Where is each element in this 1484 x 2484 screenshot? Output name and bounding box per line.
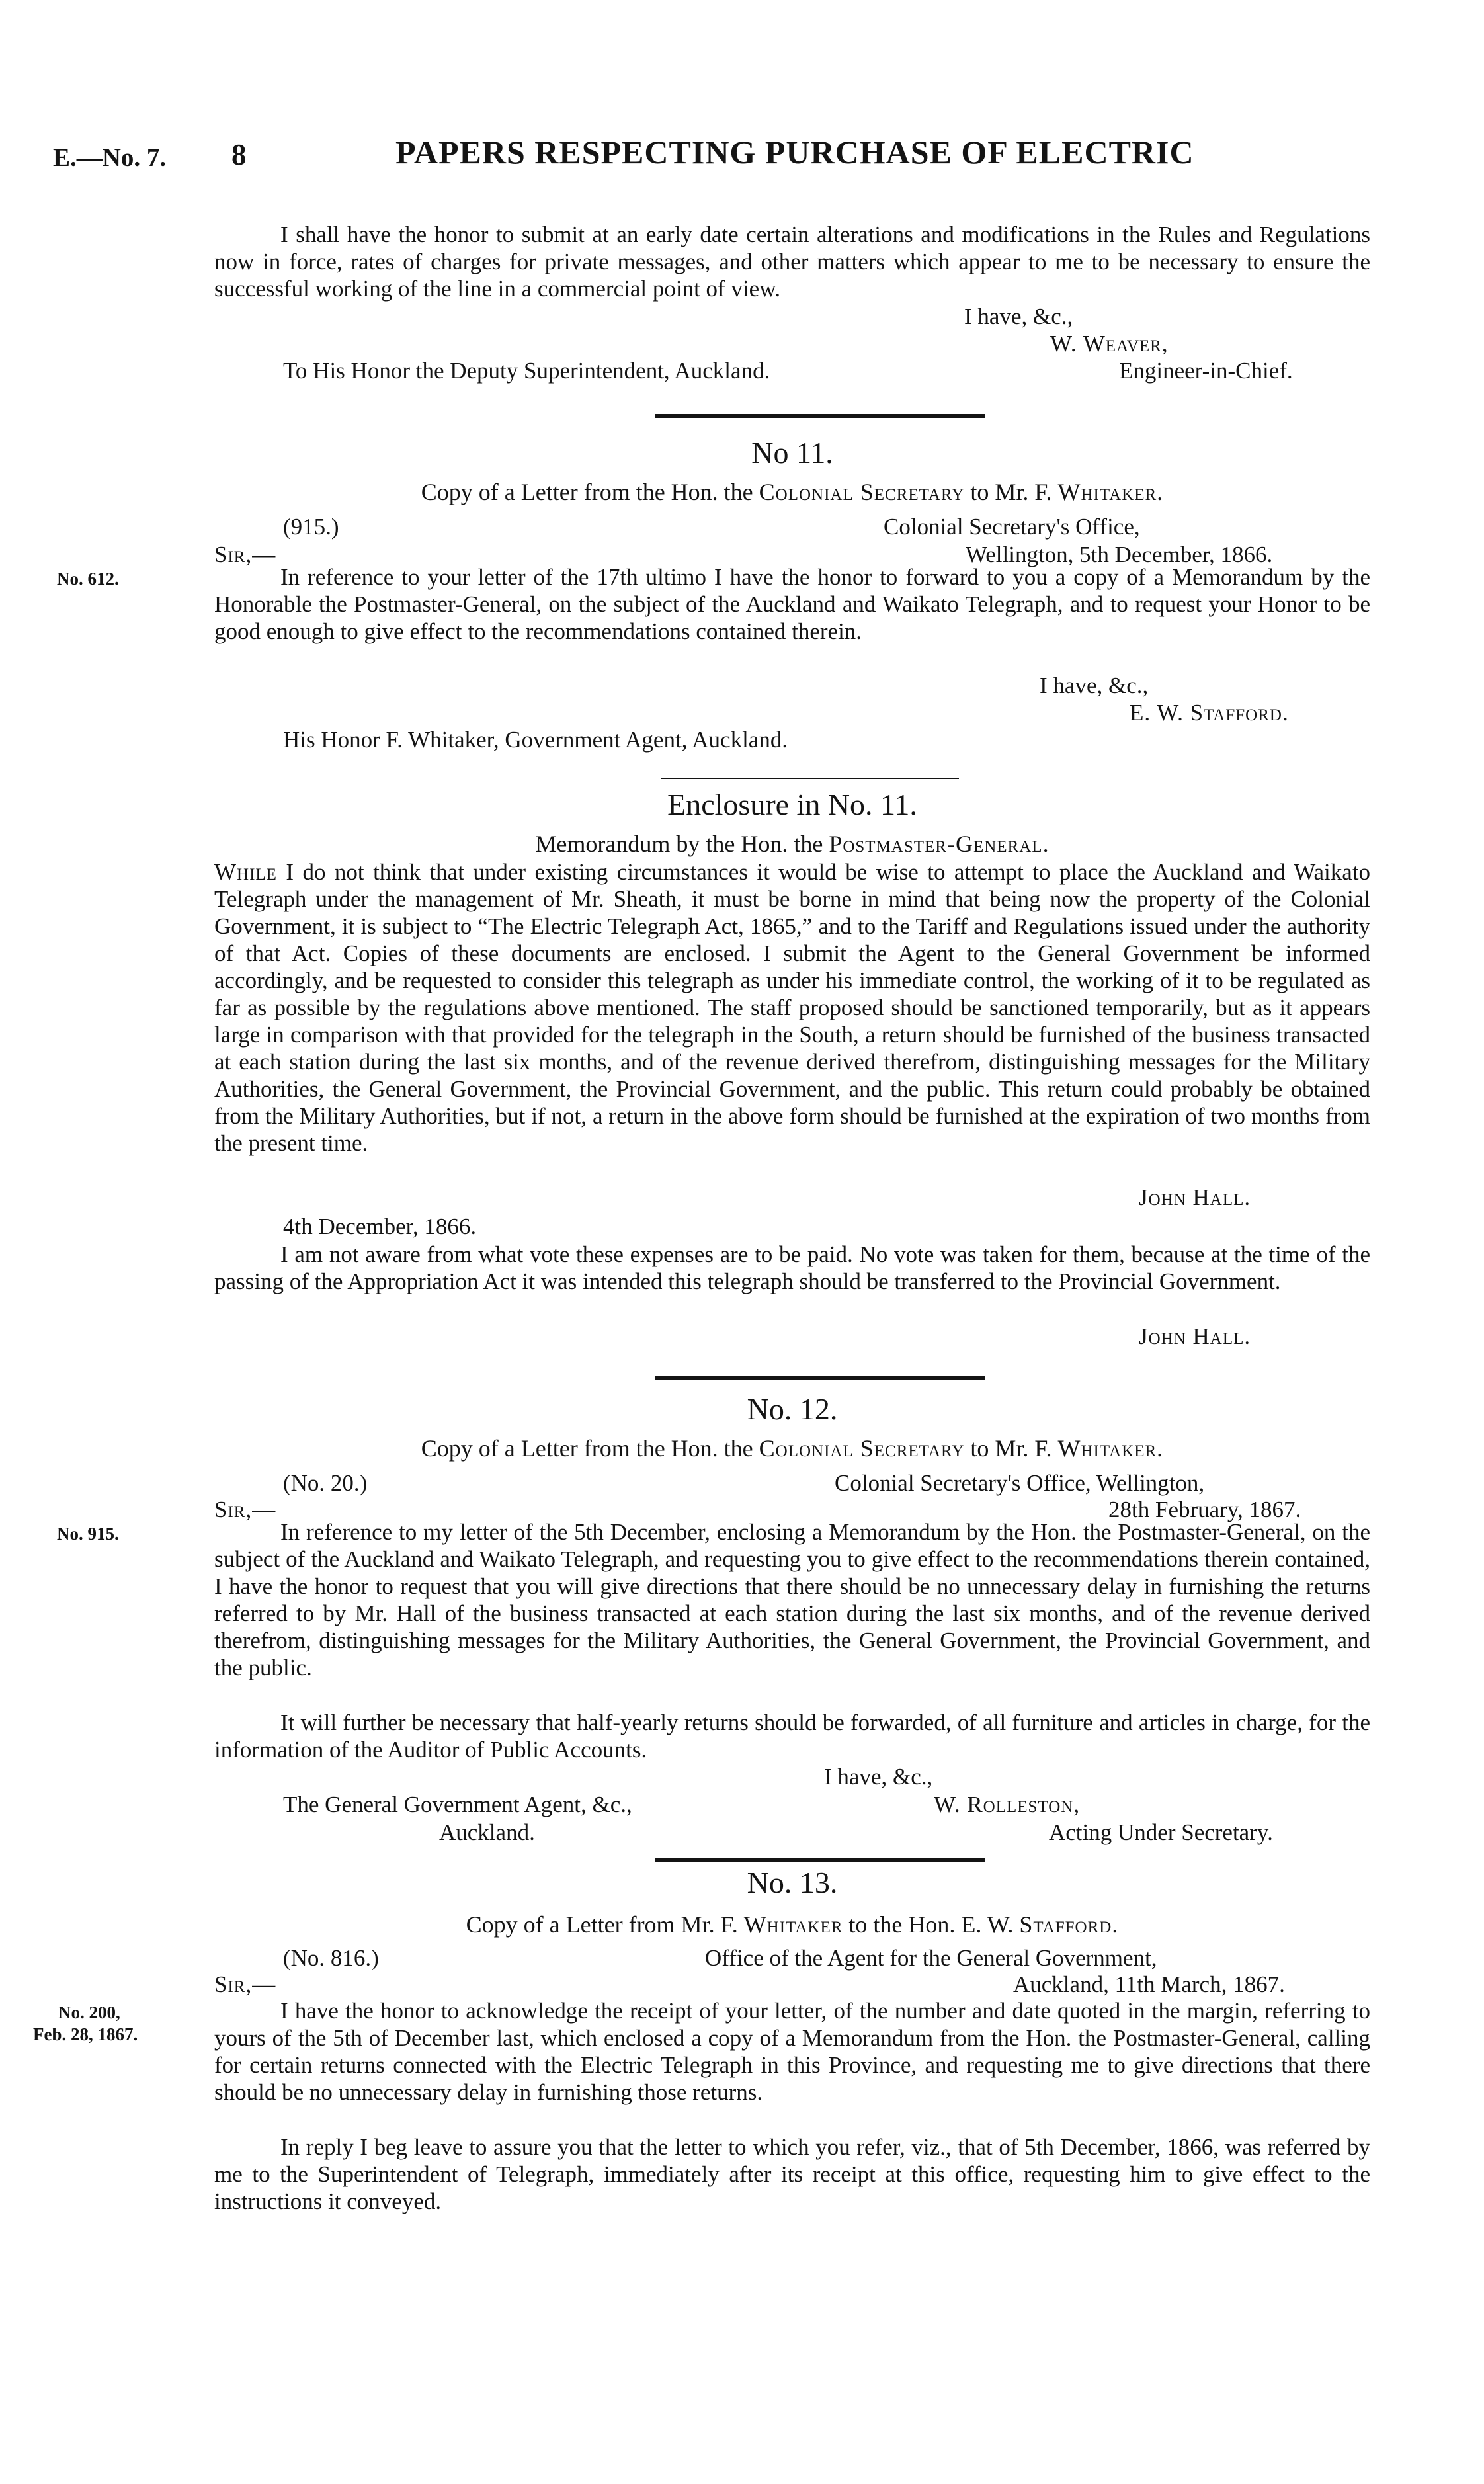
intro-paragraph: I shall have the honor to submit at an early date certain alterations and modifications in the Rules and Regulations now in force, rates of charges for private messages, and other matters which appear to me to be necessary to ensure the successful working of the line in a commercial point of view.	[214, 222, 1370, 302]
doc12-addressee-1: The General Government Agent, &c.,	[283, 1792, 632, 1817]
doc13-margin-note-2: Feb. 28, 1867.	[33, 2024, 138, 2044]
doc12-office: Colonial Secretary's Office, Wellington,	[835, 1470, 1205, 1496]
doc12-signature: W. Rolleston,	[934, 1792, 1081, 1817]
intro-addressee: To His Honor the Deputy Superintendent, Auckland.	[283, 358, 770, 384]
doc13-number: (No. 816.)	[283, 1945, 379, 1971]
doc12-subtitle: Copy of a Letter from the Hon. the Colonial Secretary to Mr. F. Whitaker.	[421, 1435, 1164, 1462]
enclosure-divider	[661, 778, 959, 779]
doc12-closing: I have, &c.,	[824, 1764, 933, 1790]
doc11-number: (915.)	[283, 514, 339, 540]
doc11-closing: I have, &c.,	[1040, 673, 1149, 698]
doc11-signature: E. W. Stafford.	[1130, 700, 1289, 725]
doc13-body-2: In reply I beg leave to assure you that the letter to which you refer, viz., that of 5th December, 1866, was referred by me to the Superintendent of Telegraph, immediately after its receipt at this office, requesting him to give effect to the instructions it conveyed.	[214, 2134, 1370, 2214]
enclosure11-body: While I do not think that under existing circumstances it would be wise to attempt to place the Auckland and Waikato Telegraph under the management of Mr. Sheath, it must be borne in mind that being now the property of the Colonial Government, it is subject to “The Electric Telegraph Act, 1865,” and to the Tariff and Regulations issued under the authority of that Act. Copies of these documents are enclosed. I submit the Agent to the General Government be informed accordingly, and be requested to consider this telegraph as under his immediate control, the working of it to be regulated as far as possible by the regulations above mentioned. The staff proposed should be sanctioned temporarily, but as it appears large in comparison with that provided for the telegraph in the South, a return should be furnished of the business transacted at each station during the last six months, and of the revenue derived therefrom, distinguishing messages for the Military Authorities, the General Government, the Provincial Government, and the public. This return could probably be obtained from the Military Authorities, but if not, a return in the above form should be furnished at the expiration of two months from the present time.	[214, 859, 1371, 1156]
section-divider	[655, 414, 985, 418]
doc11-subtitle: Copy of a Letter from the Hon. the Colonial Secretary to Mr. F. Whitaker.	[421, 479, 1164, 505]
enclosure11-signature-1: John Hall.	[1139, 1184, 1251, 1210]
enclosure11-date: 4th December, 1866.	[283, 1214, 477, 1239]
doc13-body-1: I have the honor to acknowledge the receipt of your letter, of the number and date quoted in the margin, referring to yours of the 5th of December last, which enclosed a copy of a Memorandum from the Hon. the Postmaster-General, calling for certain returns connected with the Electric Telegraph in this Province, and requesting me to give directions that there should be no unnecessary delay in furnishing those returns.	[214, 1998, 1370, 2105]
doc13-salutation: Sir,—	[214, 1971, 276, 1997]
doc11-heading: No 11.	[751, 436, 833, 470]
doc11-office: Colonial Secretary's Office,	[884, 514, 1140, 540]
enclosure11-heading: Enclosure in No. 11.	[667, 788, 917, 821]
enclosure11-note: I am not aware from what vote these expenses are to be paid. No vote was taken for them, because at the time of the passing of the Appropriation Act it was intended this telegraph should be transferred to the Provincial Government.	[214, 1241, 1370, 1294]
doc11-addressee: His Honor F. Whitaker, Government Agent, Auckland.	[283, 727, 788, 753]
doc13-margin-note-1: No. 200,	[58, 2003, 120, 2022]
enclosure11-signature-2: John Hall.	[1139, 1323, 1251, 1349]
page-number: 8	[231, 138, 247, 171]
enclosure11-subtitle: Memorandum by the Hon. the Postmaster-General.	[535, 831, 1050, 857]
doc12-salutation: Sir,—	[214, 1497, 276, 1522]
doc13-office: Office of the Agent for the General Government,	[705, 1945, 1157, 1971]
doc12-addressee-2: Auckland.	[439, 1819, 535, 1845]
doc12-margin-note: No. 915.	[57, 1524, 119, 1544]
intro-closing: I have, &c.,	[964, 304, 1073, 329]
page-header-title: PAPERS RESPECTING PURCHASE OF ELECTRIC	[395, 134, 1194, 171]
doc12-date: 28th February, 1867.	[1108, 1497, 1301, 1522]
doc12-signature-title: Acting Under Secretary.	[1049, 1819, 1273, 1845]
section-divider	[655, 1376, 985, 1380]
doc12-body-2: It will further be necessary that half-yearly returns should be forwarded, of all furniture and articles in charge, for the information of the Auditor of Public Accounts.	[214, 1710, 1370, 1762]
doc13-heading: No. 13.	[747, 1866, 838, 1899]
doc12-heading: No. 12.	[747, 1392, 838, 1426]
doc12-number: (No. 20.)	[283, 1470, 368, 1496]
doc11-body: In reference to your letter of the 17th ultimo I have the honor to forward to you a copy of a Memorandum by the Honorable the Postmaster-General, on the subject of the Auckland and Waikato Telegraph, and to request your Honor to be good enough to give effect to the recommendations contained therein.	[214, 564, 1370, 644]
doc12-body-1: In reference to my letter of the 5th December, enclosing a Memorandum by the Hon. the Postmaster-General, on the subject of the Auckland and Waikato Telegraph, and requesting you to give effect to the recommendations therein contained, I have the honor to request that you will give directions that there should be no unnecessary delay in furnishing the returns referred to by Mr. Hall of the business transacted at each station during the last six months, and of the revenue derived therefrom, distinguishing messages for the Military Authorities, the General Government, the Provincial Government, and the public.	[214, 1519, 1370, 1680]
section-divider	[655, 1858, 985, 1862]
doc11-margin-note: No. 612.	[57, 569, 119, 589]
intro-signature-title: Engineer-in-Chief.	[1119, 358, 1293, 384]
doc11-salutation: Sir,—	[214, 542, 276, 567]
document-reference: E.—No. 7.	[53, 144, 167, 172]
intro-signature: W. Weaver,	[1050, 331, 1169, 356]
doc11-place-date: Wellington, 5th December, 1866.	[966, 542, 1273, 567]
doc13-place-date: Auckland, 11th March, 1867.	[1013, 1971, 1285, 1997]
doc13-subtitle: Copy of a Letter from Mr. F. Whitaker to the Hon. E. W. Stafford.	[466, 1911, 1119, 1938]
